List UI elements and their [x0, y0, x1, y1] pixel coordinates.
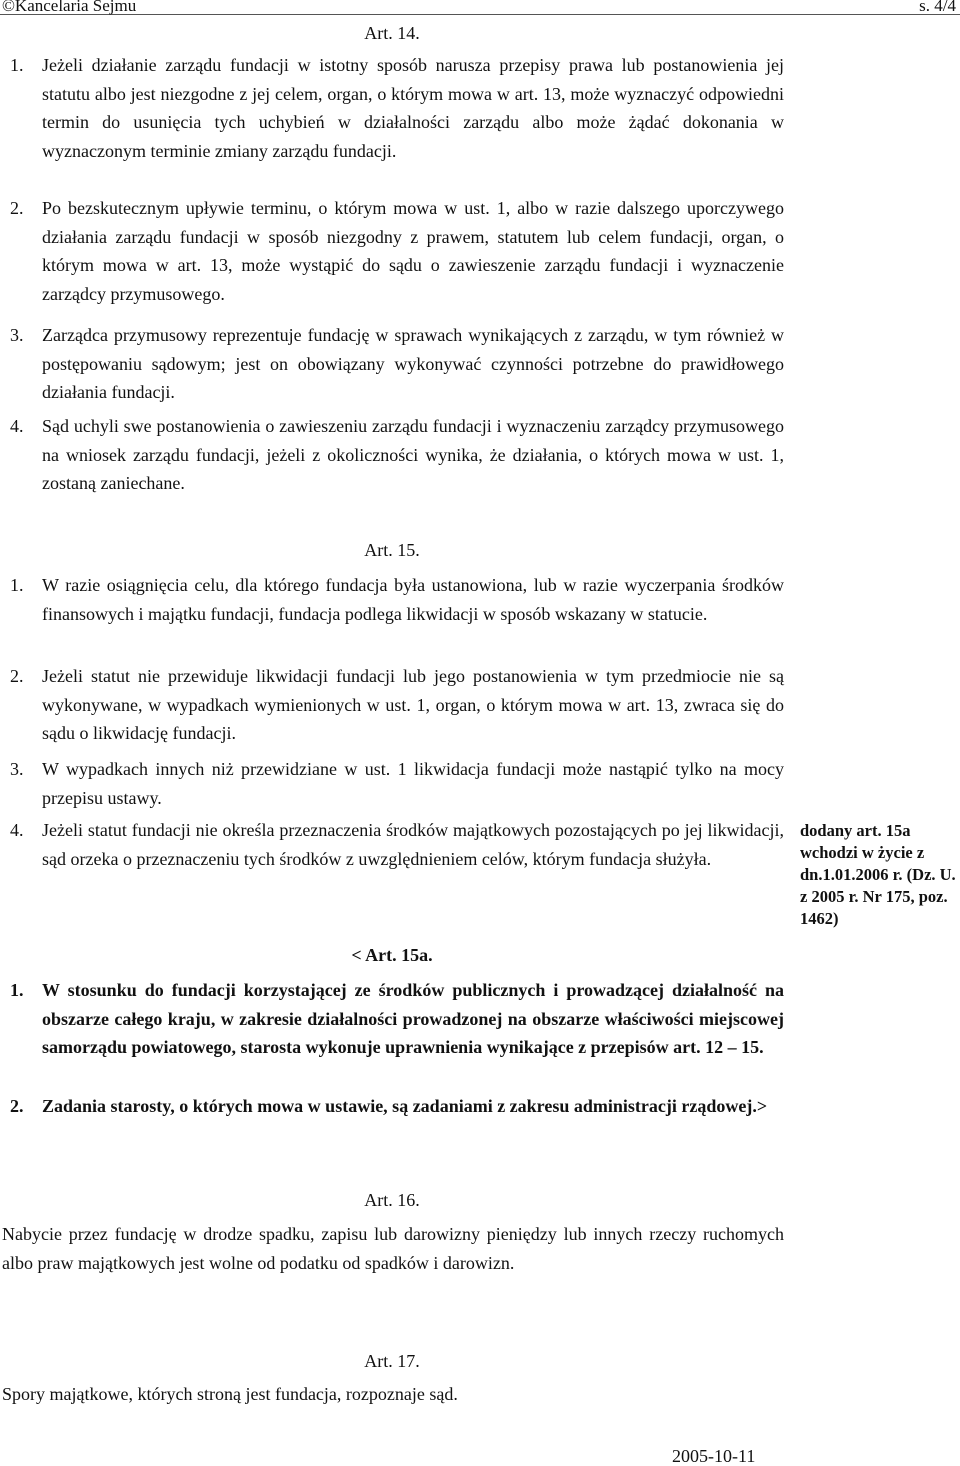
- header-source: ©Kancelaria Sejmu: [2, 0, 137, 15]
- art-15a-para-2: [10, 1092, 784, 1121]
- art-15-para-1-number: 1.: [10, 575, 24, 595]
- art-15-para-3: [10, 755, 784, 812]
- art-14-para-1-number: 1.: [10, 55, 24, 75]
- art-14-para-3-number: 3.: [10, 325, 24, 345]
- art-15-para-2: [10, 662, 784, 748]
- art-14-para-1-text: Jeżeli działanie zarządu fundacji w istotny sposób narusza przepisy prawa lub postanowienia jej statutu albo jest niezgodne z jej celem, organ, o którym mowa w art. 13, może wyznaczyć odpowiedni termin do usunięcia tych uchybień w działalności zarządu albo może żądać dokonania w wyznaczonym terminie zmiany zarządu fundacji.: [42, 55, 784, 161]
- art-15a-para-2-number: 2.: [10, 1096, 24, 1116]
- art-15-para-1: [10, 571, 784, 628]
- art-14-para-3-text: Zarządca przymusowy reprezentuje fundację w sprawach wynikających z zarządu, w tym również w postępowaniu sądowym; jest on obowiązany wykonywać czynności potrzebne do prawidłowego działania fundacji.: [42, 325, 784, 402]
- art-15a-para-2-text: Zadania starosty, o których mowa w ustawie, są zadaniami z zakresu administracji rządowej.>: [42, 1096, 768, 1116]
- art-15-title: Art. 15.: [364, 540, 420, 560]
- art-14-para-3: [10, 321, 784, 407]
- art-14-para-4-number: 4.: [10, 416, 24, 436]
- header-page-number: s. 4/4: [919, 0, 956, 15]
- art-15-para-2-text: Jeżeli statut nie przewiduje likwidacji fundacji lub jego postanowienia w tym przedmiocie nie są wykonywane, w wypadkach wymienionych w ust. 1, organ, o którym mowa w art. 13, zwraca się do sądu o likwidację fundacji.: [42, 666, 784, 743]
- art-14-para-1: [10, 51, 784, 165]
- art-15a-para-1-text: W stosunku do fundacji korzystającej ze środków publicznych i prowadzącej działalność na obszarze całego kraju, w zakresie działalności prowadzonej na obszarze właściwości miejscowej samorządu powiatowego, starosta wykonuje uprawnienia wynikające z przepisów art. 12 – 15.: [42, 980, 784, 1057]
- footer-date: 2005-10-11: [672, 1446, 756, 1466]
- art-15-para-3-number: 3.: [10, 759, 24, 779]
- art-17-title: Art. 17.: [364, 1351, 420, 1371]
- art-17-text: Spory majątkowe, których stroną jest fundacja, rozpoznaje sąd.: [2, 1384, 458, 1404]
- art-14-para-2: [10, 194, 784, 308]
- art-15a-para-1: [10, 976, 784, 1062]
- art-14-para-4: [10, 412, 784, 498]
- margin-note: dodany art. 15a wchodzi w życie z dn.1.01.2006 r. (Dz. U. z 2005 r. Nr 175, poz. 1462): [800, 821, 956, 928]
- art-15a-para-1-number: 1.: [10, 980, 24, 1000]
- art-15-para-4-number: 4.: [10, 820, 24, 840]
- art-15-para-1-text: W razie osiągnięcia celu, dla którego fundacja była ustanowiona, lub w razie wyczerpania środków finansowych i majątku fundacji, fundacja podlega likwidacji w sposób wskazany w statucie.: [42, 575, 784, 624]
- art-16-title: Art. 16.: [364, 1190, 420, 1210]
- art-15-para-4: [10, 816, 784, 873]
- art-14-title: Art. 14.: [364, 23, 420, 43]
- art-15-para-4-text: Jeżeli statut fundacji nie określa przeznaczenia środków majątkowych pozostających po jej likwidacji, sąd orzeka o przeznaczeniu tych środków z uwzględnieniem celów, którym fundacja służyła.: [42, 820, 784, 869]
- art-14-para-2-number: 2.: [10, 198, 24, 218]
- art-15-para-3-text: W wypadkach innych niż przewidziane w ust. 1 likwidacja fundacji może nastąpić tylko na mocy przepisu ustawy.: [42, 759, 784, 808]
- art-15-para-2-number: 2.: [10, 666, 24, 686]
- art-16-text: Nabycie przez fundację w drodze spadku, zapisu lub darowizny pieniędzy lub innych rzeczy ruchomych albo praw majątkowych jest wolne od podatku od spadków i darowizn.: [2, 1224, 784, 1273]
- art-15a-title: < Art. 15a.: [351, 945, 433, 965]
- art-14-para-4-text: Sąd uchyli swe postanowienia o zawieszeniu zarządu fundacji i wyznaczeniu zarządcy przymusowego na wniosek zarządu fundacji, jeżeli z okoliczności wynika, że działania, o których mowa w ust. 1, zostaną zaniechane.: [42, 416, 784, 493]
- art-14-para-2-text: Po bezskutecznym upływie terminu, o którym mowa w ust. 1, albo w razie dalszego uporczywego działania zarządu fundacji w sposób niezgodny z prawem, statutem lub celem fundacji, organ, o którym mowa w art. 13, może wystąpić do sądu o zawieszenie zarządu fundacji i wyznaczenie zarządcy przymusowego.: [42, 198, 784, 304]
